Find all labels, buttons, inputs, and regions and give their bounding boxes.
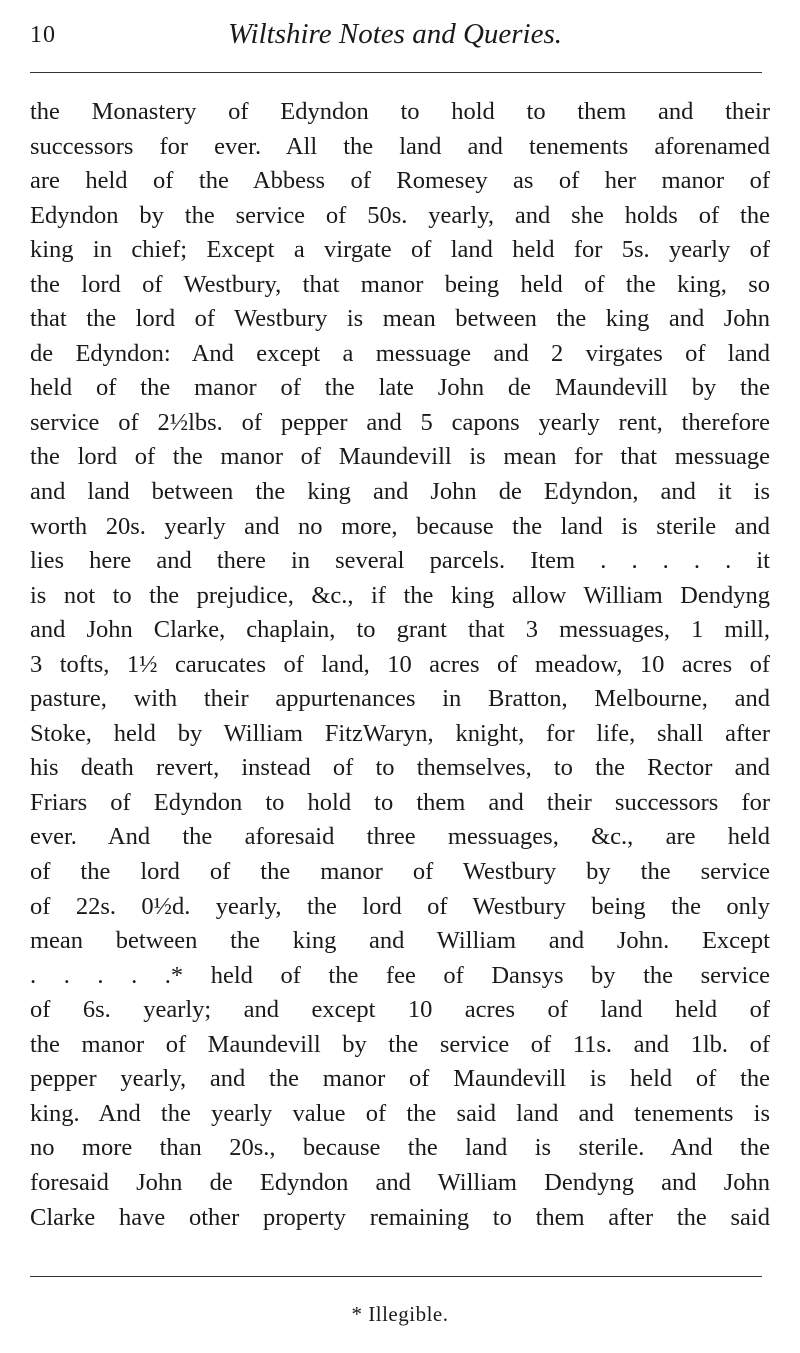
text-line: that the lord of Westbury is mean between the king and John bbox=[30, 305, 770, 333]
text-line: and land between the king and John de Edyndon, and it is bbox=[30, 478, 770, 506]
text-line: Stoke, held by William FitzWaryn, knight, for life, shall after bbox=[30, 719, 770, 747]
text-line: are held of the Abbess of Romesey as of her manor of bbox=[30, 167, 770, 195]
text-line: . . . . .* held of the fee of Dansys by the service bbox=[30, 961, 770, 989]
text-line: is not to the prejudice, &c., if the king allow William Dendyng bbox=[30, 581, 770, 609]
body-text bbox=[30, 95, 770, 1235]
page-number: 10 bbox=[30, 22, 56, 48]
text-line: 3 tofts, 1½ carucates of land, 10 acres of meadow, 10 acres of bbox=[30, 650, 770, 678]
page-header bbox=[30, 18, 760, 58]
text-line: worth 20s. yearly and no more, because the land is sterile and bbox=[30, 512, 770, 540]
text-line: Edyndon by the service of 50s. yearly, and she holds of the bbox=[30, 201, 770, 229]
text-line: de Edyndon: And except a messuage and 2 virgates of land bbox=[30, 339, 770, 367]
text-line: king in chief; Except a virgate of land held for 5s. yearly of bbox=[30, 236, 770, 264]
text-line: his death revert, instead of to themselves, to the Rector and bbox=[30, 754, 770, 782]
text-line: of 6s. yearly; and except 10 acres of land held of bbox=[30, 996, 770, 1024]
text-line: the Monastery of Edyndon to hold to them and their bbox=[30, 98, 770, 125]
text-line: lies here and there in several parcels. Item . . . . . it bbox=[30, 547, 770, 575]
header-rule bbox=[30, 72, 762, 73]
text-line: pepper yearly, and the manor of Maundevill is held of the bbox=[30, 1065, 770, 1093]
text-line: Clarke have other property remaining to them after the said bbox=[30, 1203, 770, 1231]
text-line: king. And the yearly value of the said land and tenements is bbox=[30, 1099, 770, 1127]
footnote: * Illegible. bbox=[351, 1302, 449, 1326]
text-line: the lord of Westbury, that manor being held of the king, so bbox=[30, 270, 770, 298]
text-line: held of the manor of the late John de Maundevill by the bbox=[30, 374, 770, 402]
text-line: the manor of Maundevill by the service of 11s. and 1lb. of bbox=[30, 1030, 770, 1058]
text-line: successors for ever. All the land and tenements aforenamed bbox=[30, 132, 770, 160]
text-line: of 22s. 0½d. yearly, the lord of Westbury being the only bbox=[30, 892, 770, 920]
footnote-rule bbox=[30, 1276, 762, 1277]
text-line: Friars of Edyndon to hold to them and their successors for bbox=[30, 788, 770, 816]
text-line: foresaid John de Edyndon and William Dendyng and John bbox=[30, 1168, 770, 1196]
running-title: Wiltshire Notes and Queries. bbox=[227, 18, 563, 50]
text-line: mean between the king and William and John. Except bbox=[30, 927, 770, 955]
text-line: service of 2½lbs. of pepper and 5 capons yearly rent, therefore bbox=[30, 408, 770, 436]
text-line: no more than 20s., because the land is sterile. And the bbox=[30, 1134, 770, 1162]
text-line: and John Clarke, chaplain, to grant that 3 messuages, 1 mill, bbox=[30, 616, 770, 644]
text-line: pasture, with their appurtenances in Bratton, Melbourne, and bbox=[30, 685, 770, 713]
text-line: ever. And the aforesaid three messuages, &c., are held bbox=[30, 823, 770, 851]
text-line: the lord of the manor of Maundevill is mean for that messuage bbox=[30, 443, 770, 471]
text-line: of the lord of the manor of Westbury by the service bbox=[30, 858, 770, 886]
